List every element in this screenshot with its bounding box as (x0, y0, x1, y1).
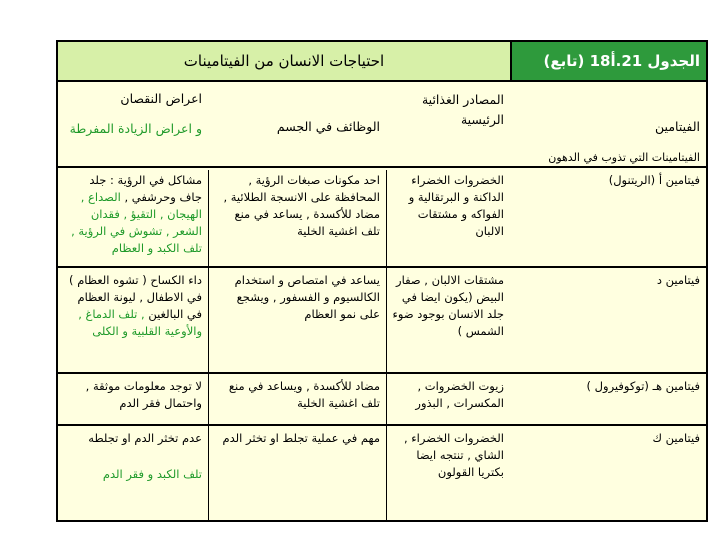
subheader-bar (58, 150, 706, 168)
row1-vitamin: فيتامين أ (الريتنول) (608, 173, 700, 187)
row3-deficiency: لا توجد معلومات موثقة , واحتمال فقر الدم (85, 379, 202, 410)
row1-functions: احد مكونات صبغات الرؤية , المحافظة على الانسجة الطلائية , مضاد للأكسدة , يساعد في منع تلف اغشية الخلية (223, 173, 380, 238)
row4-sources: الخضروات الخضراء , الشاي , تنتجه ايضا بكتريا القولون (403, 431, 504, 479)
header-deficiency: اعراض النقصان (120, 91, 202, 106)
row1-symptoms (58, 170, 208, 266)
grid-line (208, 170, 209, 520)
row3-vitamin: فيتامين هـ (توكوفيرول ) (586, 379, 700, 393)
vitamin-table (56, 40, 708, 522)
header-vitamin: الفيتامين (655, 119, 700, 134)
row2-functions: يساعد في امتصاص و استخدام الكالسيوم و الفسفور , ويشجع على نمو العظام (234, 273, 380, 321)
grid-line (386, 170, 387, 520)
title-bar (58, 42, 706, 82)
row-divider (58, 424, 706, 426)
header-sources: المصادر الغذائية الرئيسية (421, 92, 504, 127)
row3-functions: مضاد للأكسدة , ويساعد في منع تلف اغشية الخلية (228, 379, 380, 410)
title-panel (58, 42, 512, 80)
row2-symptoms (58, 270, 208, 370)
row3-sources: زيوت الخضروات , المكسرات , البذور (415, 379, 504, 410)
row4-deficiency: عدم تخثر الدم او تجلطه (88, 431, 202, 445)
header-excess: و اعراض الزيادة المفرطة (69, 121, 202, 136)
page-title: احتياجات الانسان من الفيتامينات (183, 52, 385, 70)
row2-vitamin: فيتامين د (656, 273, 700, 287)
row2-excess: , تلف الدماغ , والأوعية القلبية و الكلى (78, 307, 202, 338)
row-divider (58, 266, 706, 268)
subheader: الفيتامينات التي تذوب في الدهون (548, 151, 700, 164)
row2-deficiency: داء الكساح ( تشوه العظام ) في الاطفال , ليونة العظام في البالغين (69, 273, 202, 321)
table-label: الجدول 21.أ18 (تابع) (543, 52, 700, 70)
row-divider (58, 372, 706, 374)
row1-excess: الصداع , الهيجان , التقيؤ , فقدان الشعر , تشوش في الرؤية , تلف الكبد و العظام (71, 190, 202, 255)
row1-deficiency: مشاكل في الرؤية : جلد جاف وحرشفي , (89, 173, 202, 204)
row1-sources: الخضروات الخضراء الداكنة و البرتقالية و الفواكه و مشتقات الالبان (408, 173, 504, 238)
row4-functions: مهم في عملية تجلط او تخثر الدم (222, 431, 380, 445)
row2-sources: مشتقات الالبان , صفار البيض (يكون ايضا في جلد الانسان بوجود ضوء الشمس ) (392, 273, 504, 338)
row4-excess: تلف الكبد و فقر الدم (102, 467, 202, 481)
row4-vitamin: فيتامين ك (652, 431, 700, 445)
header-functions: الوظائف في الجسم (276, 119, 380, 134)
